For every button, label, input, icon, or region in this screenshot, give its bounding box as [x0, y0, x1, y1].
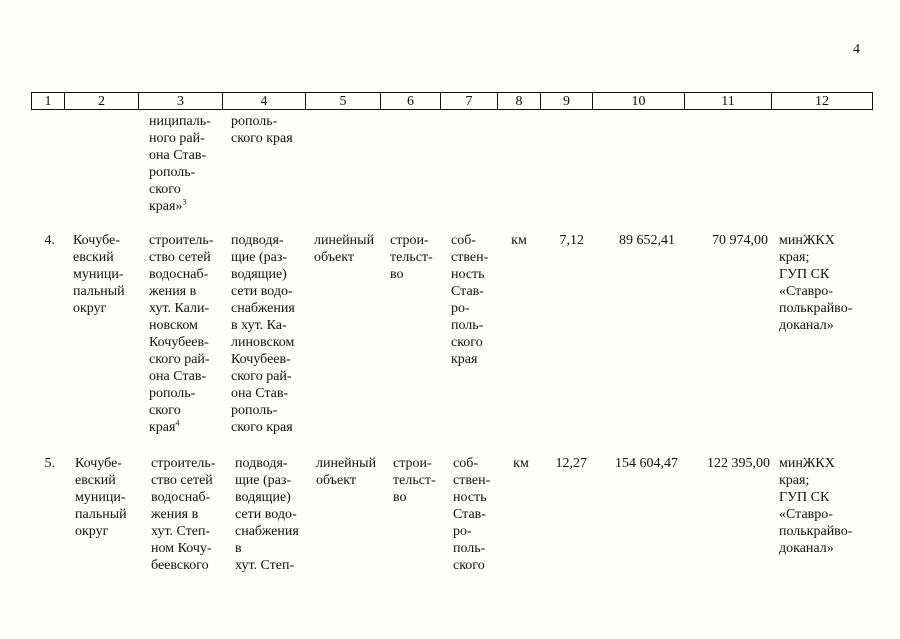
cost-budget-cell: 70 974,00 — [712, 233, 768, 248]
row-number: 5. — [44, 456, 55, 471]
responsible-cell: минЖКХ края; ГУП СК «Ставро- полькрайво- доканал» — [779, 233, 853, 333]
column-header-5: 5 — [306, 93, 381, 110]
responsible-cell: минЖКХ края; ГУП СК «Ставро- полькрайво- доканал» — [779, 456, 853, 556]
footnote-marker: 4 — [175, 418, 180, 428]
column-header-10: 10 — [593, 93, 685, 110]
row-number: 4. — [44, 233, 55, 248]
ownership-cell: соб- ствен- ность Став- ро- поль- ского края — [451, 233, 489, 367]
object-type-cell: линейный объект — [314, 233, 375, 265]
unit-cell: км — [513, 456, 529, 471]
continuation-col4: рополь- ского края — [231, 114, 293, 146]
object-cell: подводя- щие (раз- водящие) сети водо- снабжения в хут. Ка- линовском Кочубеев- ского рай- она Став- рополь- ского края — [231, 233, 295, 435]
capacity-cell: 7,12 — [559, 233, 584, 248]
column-header-11: 11 — [685, 93, 772, 110]
project-name-cell: строитель- ство сетей водоснаб- жения в хут. Степ- ном Кочу- беевского — [151, 456, 216, 573]
capacity-cell: 12,27 — [555, 456, 587, 471]
column-header-4: 4 — [223, 93, 306, 110]
column-header-9: 9 — [541, 93, 593, 110]
page-number: 4 — [853, 42, 860, 57]
object-cell: подводя- щие (раз- водящие) сети водо- снабжения в хут. Степ- — [235, 456, 299, 573]
cost-total-cell: 154 604,47 — [615, 456, 678, 471]
district-cell: Кочубе- евский муници- пальный округ — [75, 456, 127, 539]
work-type-cell: строи- тельст- во — [393, 456, 436, 505]
object-type-cell: линейный объект — [316, 456, 377, 488]
column-header-1: 1 — [32, 93, 65, 110]
column-header-6: 6 — [381, 93, 441, 110]
column-header-7: 7 — [441, 93, 498, 110]
column-number-header — [31, 92, 873, 110]
work-type-cell: строи- тельст- во — [390, 233, 433, 282]
cost-budget-cell: 122 395,00 — [707, 456, 770, 471]
column-header-3: 3 — [139, 93, 223, 110]
continuation-col3: ниципаль- ного рай- она Став- рополь- ского края»$^3$ — [149, 114, 211, 214]
unit-cell: км — [511, 233, 527, 248]
project-name-cell: строитель- ство сетей водоснаб- жения в хут. Кали- новском Кочубеев- ского рай- она Став- рополь- ского края$^4$ — [149, 233, 214, 435]
column-header-2: 2 — [65, 93, 139, 110]
column-header-12: 12 — [772, 93, 873, 110]
district-cell: Кочубе- евский муници- пальный округ — [73, 233, 125, 316]
ownership-cell: соб- ствен- ность Став- ро- поль- ского — [453, 456, 491, 573]
cost-total-cell: 89 652,41 — [619, 233, 675, 248]
column-header-8: 8 — [498, 93, 541, 110]
footnote-marker: 3 — [182, 197, 187, 207]
